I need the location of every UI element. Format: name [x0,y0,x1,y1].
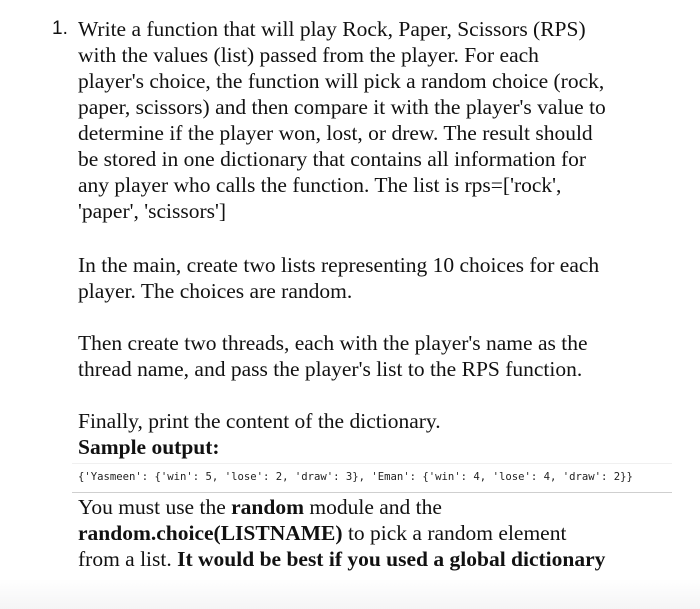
text-line: Finally, print the content of the dictionary. [78,409,441,433]
text-run: You must use the [78,495,232,519]
text-line: with the values (list) passed from the player. For each [78,43,539,67]
text-run: to pick a random element [342,521,567,545]
text-line: Write a function that will play Rock, Paper, Scissors (RPS) [78,17,586,41]
page-bottom-shadow [0,579,700,609]
requirements-note [78,494,678,572]
text-line: player's choice, the function will pick a random choice (rock, [78,69,605,93]
text-line [78,520,678,546]
text-line: determine if the player won, lost, or drew. The result should [78,121,593,145]
text-line: be stored in one dictionary that contains all information for [78,147,587,171]
text-line: Then create two threads, each with the player's name as the [78,331,588,355]
text-line: In the main, create two lists representing 10 choices for each [78,253,600,277]
random-choice-keyword: random.choice(LISTNAME) [78,521,343,545]
main-instructions [78,252,678,304]
text-line: any player who calls the function. The list is rps=['rock', [78,173,562,197]
text-line [78,494,678,520]
sample-output-heading: Sample output: [78,435,220,459]
print-instructions [78,408,678,434]
thread-instructions [78,330,678,382]
text-line: thread name, and pass the player's list to the RPS function. [78,357,583,381]
text-run: module and the [304,495,442,519]
text-line: player. The choices are random. [78,279,353,303]
sample-output-code: {'Yasmeen': {'win': 5, 'lose': 2, 'draw': 3}, 'Eman': {'win': 4, 'lose': 4, 'draw': 2}} [78,471,633,483]
text-line: 'paper', 'scissors'] [78,199,227,223]
text-line: paper, scissors) and then compare it with the player's value to [78,95,606,119]
text-line [78,546,678,572]
global-dictionary-note: It would be best if you used a global dictionary [177,547,606,571]
random-module-keyword: random [231,495,304,519]
task-description [78,16,678,224]
sample-output-box [72,463,672,493]
question-number: 1. [52,18,68,39]
text-run: from a list. [78,547,178,571]
